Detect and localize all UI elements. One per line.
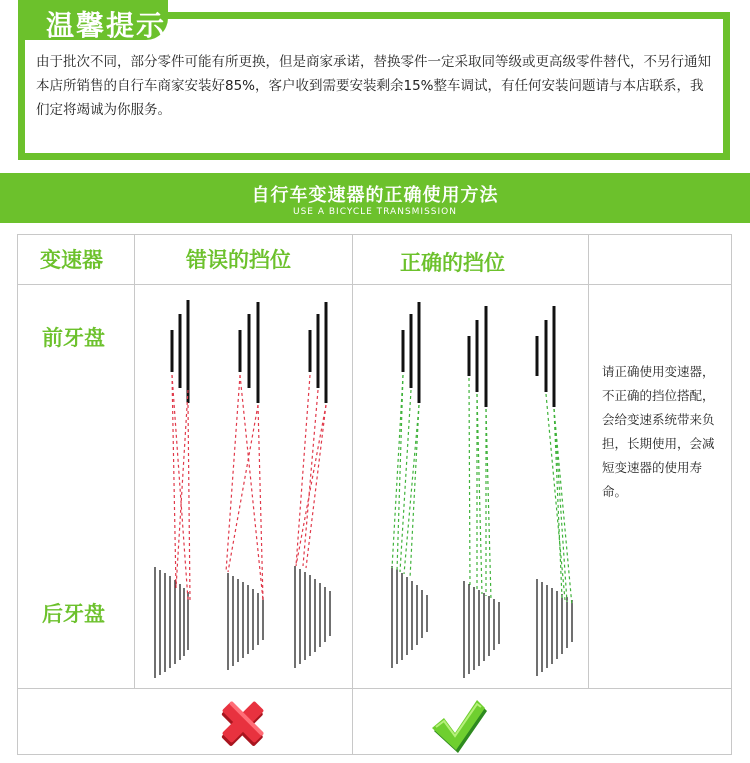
usage-note: 请正确使用变速器，不正确的挡位搭配，会给变速系统带来负担，长期使用，会减短变速器的使用寿命。 (602, 364, 715, 499)
red-cross-icon (208, 689, 277, 758)
header-derailleur: 变速器 (40, 248, 103, 272)
notice-line-2: 本店所销售的自行车商家安装好85%，客户收到需要安装剩余15%整车调试，有任何安装问题请与本店联系，我们定将竭诚为你服务。 (36, 78, 704, 118)
right-group-3 (537, 306, 554, 407)
notice-line-1: 由于批次不同，部分零件可能有所更换，但是商家承诺，替换零件一定采取同等级或更高级零件替代，不另行通知 (36, 54, 711, 70)
right-chain-3 (546, 394, 572, 606)
wrong-chain-3 (296, 375, 326, 568)
right-chain-2 (469, 378, 491, 600)
right-group-2 (469, 306, 486, 407)
row-label-rear: 后牙盘 (42, 602, 105, 626)
wrong-rear-2 (228, 573, 263, 670)
header-wrong-gear: 错误的挡位 (186, 248, 291, 272)
wrong-rear-3 (295, 566, 330, 668)
notice-title: 温馨提示 (46, 9, 167, 42)
wrong-chain-2 (226, 375, 263, 600)
wrong-group-1 (172, 300, 188, 403)
header-right-gear: 正确的挡位 (400, 251, 505, 275)
right-rear-2 (464, 581, 499, 678)
right-rear-1 (392, 566, 427, 668)
wrong-group-2 (240, 302, 258, 403)
wrong-group-3 (310, 302, 326, 403)
banner-subtitle: USE A BICYCLE TRANSMISSION (293, 207, 457, 217)
row-label-front: 前牙盘 (42, 326, 105, 350)
wrong-chain-1 (172, 375, 190, 600)
wrong-rear-1 (155, 567, 188, 678)
banner-title: 自行车变速器的正确使用方法 (251, 185, 499, 206)
green-check-icon (432, 700, 487, 753)
right-group-1 (403, 302, 419, 403)
right-chain-1 (392, 375, 419, 578)
right-rear-3 (537, 579, 572, 676)
